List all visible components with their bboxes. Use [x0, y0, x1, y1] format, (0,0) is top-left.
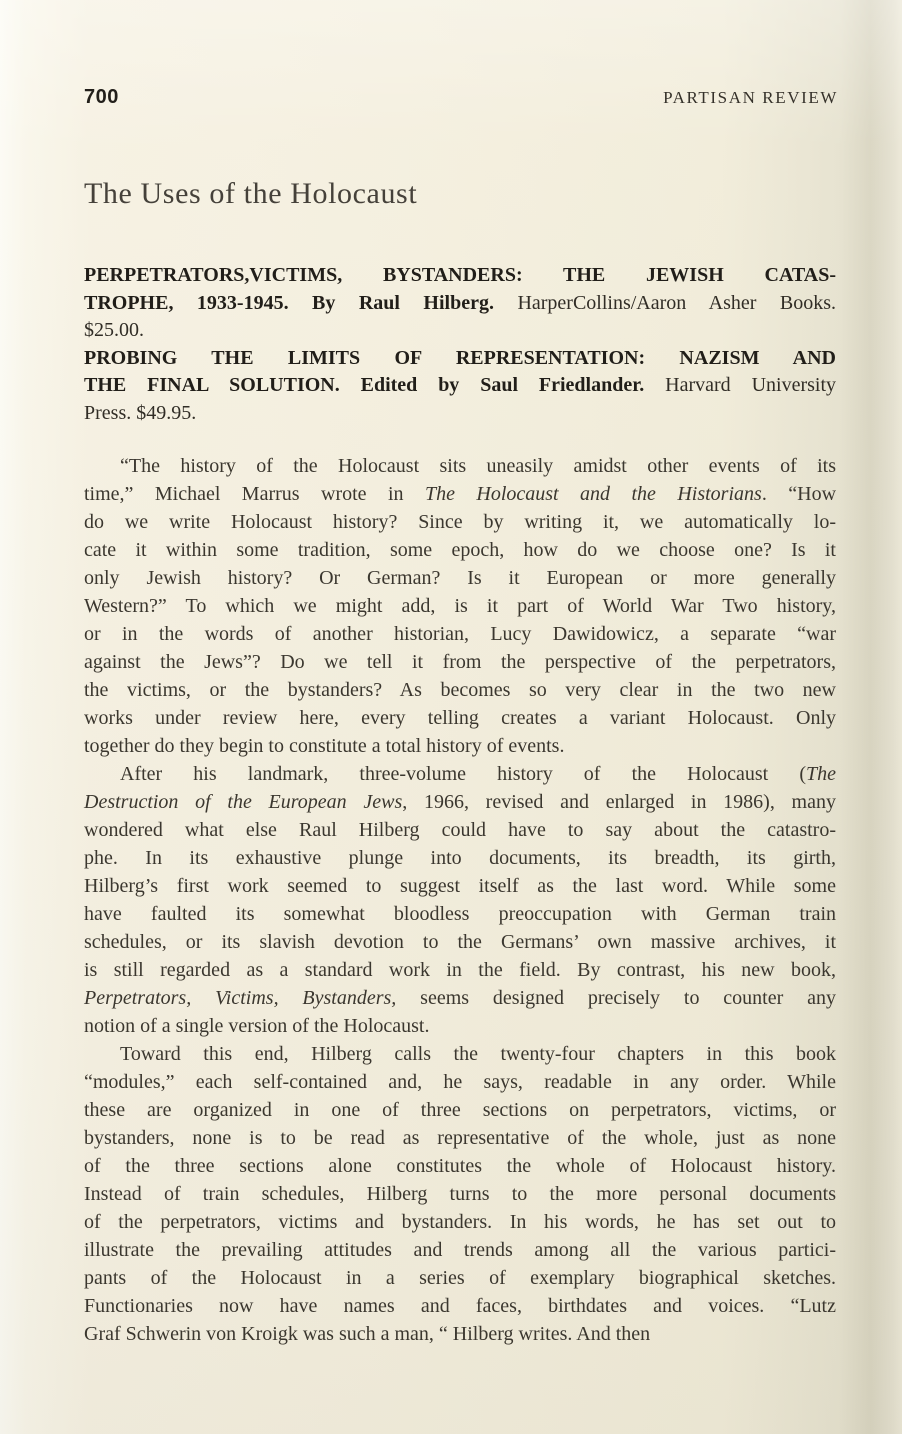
text-run: phe. In its exhaustive plunge into documents, its breadth, its girth,	[84, 847, 836, 869]
running-head	[84, 86, 838, 109]
text-run: the victims, or the bystanders? As becomes so very clear in the two new	[84, 679, 836, 701]
text-line	[84, 620, 836, 648]
bold-run: PERPETRATORS,VICTIMS, BYSTANDERS: THE JEWISH CATAS-	[84, 264, 836, 286]
text-line	[84, 400, 836, 428]
text-line	[84, 1180, 836, 1208]
text-line	[84, 452, 836, 480]
text-line	[84, 816, 836, 844]
text-run: is still regarded as a standard work in the field. By contrast, his new book,	[84, 959, 836, 981]
body-paragraph	[84, 760, 836, 1040]
text-run: Hilberg’s first work seemed to suggest itself as the last word. While some	[84, 875, 836, 897]
text-line	[84, 760, 836, 788]
text-line	[84, 704, 836, 732]
text-run: seems designed precisely to counter any	[396, 987, 836, 1009]
text-line	[84, 732, 836, 760]
body-paragraph	[84, 1040, 836, 1348]
book-citation	[84, 262, 836, 345]
text-run: time,” Michael Marrus wrote in	[84, 483, 425, 505]
text-line	[84, 1040, 836, 1068]
text-run: Toward this end, Hilberg calls the twenty-four chapters in this book	[120, 1043, 836, 1065]
text-run: these are organized in one of three sections on perpetrators, victims, or	[84, 1099, 836, 1121]
bold-run: TROPHE, 1933-1945. By Raul Hilberg.	[84, 291, 518, 314]
text-line	[84, 956, 836, 984]
text-run: , 1966, revised and enlarged in 1986), many	[402, 791, 836, 813]
italic-run: The Holocaust and the Historians	[424, 483, 762, 505]
text-line	[84, 928, 836, 956]
text-run: Instead of train schedules, Hilberg turns to the more personal documents	[84, 1183, 836, 1205]
text-run: wondered what else Raul Hilberg could have to say about the catastro-	[84, 819, 836, 841]
text-line	[84, 1152, 836, 1180]
text-line	[84, 480, 836, 508]
text-line	[84, 592, 836, 620]
text-line	[84, 1236, 836, 1264]
text-run: Western?” To which we might add, is it part of World War Two history,	[84, 595, 836, 617]
text-run: notion of a single version of the Holocaust.	[84, 1015, 430, 1037]
italic-run: The	[806, 763, 836, 785]
body-paragraph	[84, 452, 836, 760]
text-run: HarperCollins/Aaron Asher Books.	[517, 291, 836, 314]
text-line	[84, 844, 836, 872]
text-run: . “How	[761, 483, 837, 505]
text-line	[84, 536, 836, 564]
journal-name: PARTISAN REVIEW	[663, 88, 838, 107]
text-run: of the three sections alone constitutes the whole of Holocaust history.	[84, 1155, 836, 1177]
section-gap	[84, 427, 836, 452]
text-run: cate it within some tradition, some epoch, how do we choose one? Is it	[84, 539, 836, 561]
italic-run: Destruction of the European Jews	[84, 791, 403, 813]
text-line	[84, 1320, 836, 1348]
text-line	[84, 1292, 836, 1320]
text-line	[84, 1068, 836, 1096]
text-line	[84, 984, 836, 1012]
italic-run: Perpetrators, Victims, Bystanders,	[84, 987, 397, 1009]
text-run: bystanders, none is to be read as representative of the whole, just as none	[84, 1127, 836, 1149]
text-line	[84, 1096, 836, 1124]
page-number: 700	[84, 86, 119, 108]
text-line	[84, 262, 836, 290]
text-run: of the perpetrators, victims and bystanders. In his words, he has set out to	[84, 1211, 836, 1233]
text-line	[84, 508, 836, 536]
text-line	[84, 345, 836, 373]
text-run: do we write Holocaust history? Since by writing it, we automatically lo-	[84, 511, 836, 533]
book-citation	[84, 345, 836, 428]
text-run: pants of the Holocaust in a series of exemplary biographical sketches.	[84, 1267, 836, 1289]
text-line	[84, 1012, 836, 1040]
text-run: works under review here, every telling creates a variant Holocaust. Only	[84, 707, 836, 729]
text-line	[84, 1264, 836, 1292]
text-run: have faulted its somewhat bloodless preoccupation with German train	[84, 903, 836, 925]
text-line	[84, 788, 836, 816]
text-line	[84, 1208, 836, 1236]
text-line	[84, 372, 836, 400]
text-line	[84, 872, 836, 900]
article-content	[84, 262, 836, 1348]
text-run: “The history of the Holocaust sits uneasily amidst other events of its	[120, 455, 836, 477]
bold-run: PROBING THE LIMITS OF REPRESENTATION: NAZISM AND	[84, 346, 836, 369]
text-line	[84, 1124, 836, 1152]
text-line	[84, 317, 836, 345]
text-run: Harvard University	[665, 374, 836, 396]
text-run: $25.00.	[84, 319, 144, 341]
text-run: or in the words of another historian, Lucy Dawidowicz, a separate “war	[84, 623, 836, 645]
text-run: “modules,” each self-contained and, he says, readable in any order. While	[84, 1071, 836, 1093]
text-run: together do they begin to constitute a total history of events.	[84, 735, 565, 757]
text-line	[84, 648, 836, 676]
text-run: Graf Schwerin von Kroigk was such a man, “ Hilberg writes. And then	[84, 1323, 651, 1345]
text-run: only Jewish history? Or German? Is it European or more generally	[84, 567, 836, 589]
text-run: Press. $49.95.	[84, 401, 197, 424]
text-run: Functionaries now have names and faces, birthdates and voices. “Lutz	[84, 1295, 836, 1317]
text-run: schedules, or its slavish devotion to the Germans’ own massive archives, it	[84, 931, 836, 953]
text-run: against the Jews”? Do we tell it from the perspective of the perpetrators,	[84, 651, 836, 673]
text-line	[84, 676, 836, 704]
article-title: The Uses of the Holocaust	[84, 177, 418, 210]
text-line	[84, 290, 836, 318]
bold-run: THE FINAL SOLUTION. Edited by Saul Friedlander.	[84, 374, 666, 396]
text-line	[84, 564, 836, 592]
text-line	[84, 900, 836, 928]
text-run: illustrate the prevailing attitudes and trends among all the various partici-	[84, 1239, 836, 1261]
text-run: After his landmark, three-volume history of the Holocaust (	[120, 763, 806, 785]
